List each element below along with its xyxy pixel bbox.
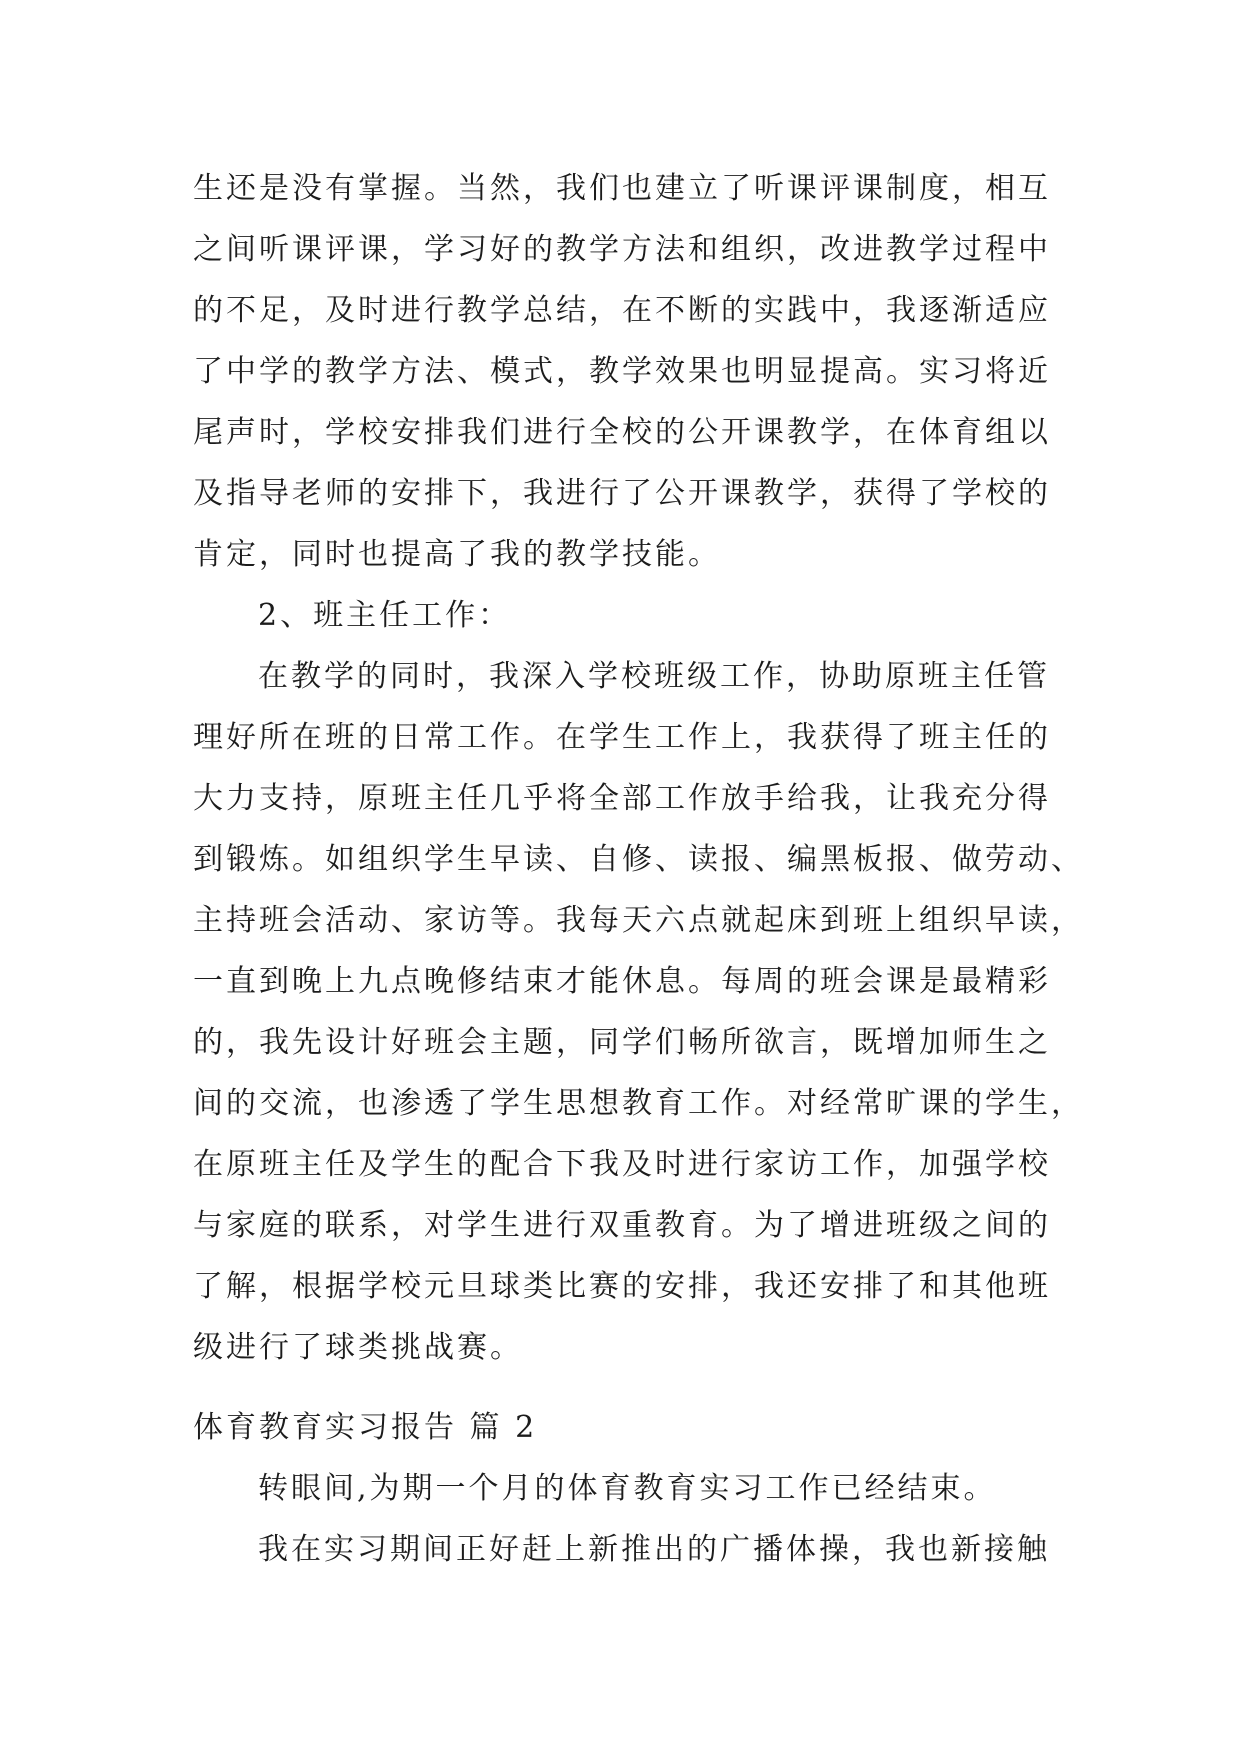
paragraph-line: 大力支持，原班主任几乎将全部工作放手给我，让我充分得 (193, 781, 1051, 816)
paragraph-line: 到锻炼。如组织学生早读、自修、读报、编黑板报、做劳动、 (193, 842, 1084, 877)
paragraph-line: 的不足，及时进行教学总结，在不断的实践中，我逐渐适应 (193, 293, 1051, 328)
paragraph-line: 尾声时，学校安排我们进行全校的公开课教学，在体育组以 (193, 415, 1051, 450)
paragraph-line: 级进行了球类挑战赛。 (193, 1330, 523, 1365)
paragraph-line: 一直到晚上九点晚修结束才能休息。每周的班会课是最精彩 (193, 964, 1051, 999)
section-heading: 体育教育实习报告 篇 2 (193, 1410, 538, 1445)
body-text-lower (193, 1397, 1053, 1580)
paragraph-line: 与家庭的联系，对学生进行双重教育。为了增进班级之间的 (193, 1208, 1051, 1243)
paragraph-line: 生还是没有掌握。当然，我们也建立了听课评课制度，相互 (193, 171, 1051, 206)
paragraph-line: 及指导老师的安排下，我进行了公开课教学，获得了学校的 (193, 476, 1051, 511)
paragraph-line: 肯定，同时也提高了我的教学技能。 (193, 537, 721, 572)
paragraph-line: 理好所在班的日常工作。在学生工作上，我获得了班主任的 (193, 720, 1051, 755)
paragraph-line: 间的交流，也渗透了学生思想教育工作。对经常旷课的学生， (193, 1086, 1084, 1121)
body-text-upper (193, 158, 1084, 1378)
paragraph-line: 在原班主任及学生的配合下我及时进行家访工作，加强学校 (193, 1147, 1051, 1182)
subheading: 2、班主任工作： (258, 598, 512, 633)
paragraph-line: 主持班会活动、家访等。我每天六点就起床到班上组织早读， (193, 903, 1084, 938)
paragraph-line: 了解，根据学校元旦球类比赛的安排，我还安排了和其他班 (193, 1269, 1051, 1304)
paragraph-line: 在教学的同时，我深入学校班级工作，协助原班主任管 (258, 659, 1050, 694)
paragraph-line: 转眼间,为期一个月的体育教育实习工作已经结束。 (258, 1471, 997, 1506)
paragraph-line: 的，我先设计好班会主题，同学们畅所欲言，既增加师生之 (193, 1025, 1051, 1060)
paragraph-line: 我在实习期间正好赶上新推出的广播体操，我也新接触 (258, 1532, 1050, 1567)
paragraph-line: 了中学的教学方法、模式，教学效果也明显提高。实习将近 (193, 354, 1051, 389)
paragraph-line: 之间听课评课，学习好的教学方法和组织，改进教学过程中 (193, 232, 1051, 267)
